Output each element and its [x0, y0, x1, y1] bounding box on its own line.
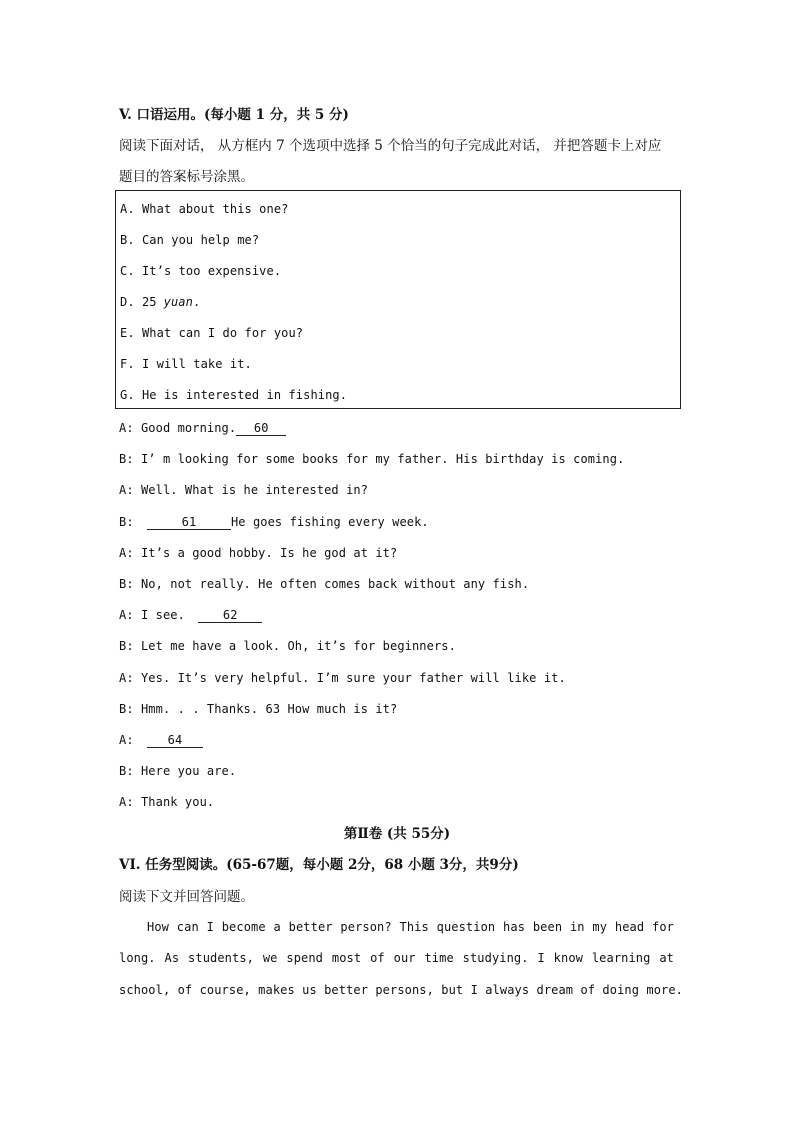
option-label: D.	[120, 295, 135, 309]
option-label: A.	[120, 202, 135, 216]
option-a	[120, 202, 288, 216]
option-text: What can I do for you?	[141, 326, 304, 340]
dialogue-line	[119, 577, 529, 591]
option-c	[120, 264, 281, 278]
answer-blank: 62	[198, 608, 262, 623]
dialogue-text: A: Yes. It’s very helpful. I’m sure your father will like it.	[119, 671, 566, 685]
passage-line-2: long. As students, we spend most of our time studying. I know learning at	[119, 951, 674, 965]
answer-blank: 64	[147, 733, 203, 748]
dialogue-text: B:	[119, 515, 141, 529]
dialogue-line	[119, 639, 456, 653]
option-f	[120, 357, 252, 371]
dialogue-text: A:	[119, 733, 141, 747]
dialogue-line	[119, 764, 236, 778]
dialogue-line	[119, 421, 286, 436]
option-text: 25	[141, 295, 157, 309]
dialogue-line	[119, 515, 429, 530]
dialogue-line	[119, 795, 214, 809]
dialogue-line	[119, 608, 262, 623]
option-label: F.	[120, 357, 135, 371]
option-tail: .	[192, 295, 201, 309]
passage-line-1: How can I become a better person? This question has been in my head for	[147, 920, 674, 934]
dialogue-text: A: I see.	[119, 608, 193, 622]
option-label: G.	[120, 388, 135, 402]
option-label: B.	[120, 233, 135, 247]
option-label: E.	[120, 326, 135, 340]
answer-blank: 61	[147, 515, 231, 530]
dialogue-text: B: Let me have a look. Oh, it’s for beginners.	[119, 639, 456, 653]
dialogue-text: A: Well. What is he interested in?	[119, 483, 369, 497]
dialogue-line	[119, 483, 368, 497]
section-5-instruction-line-1: 阅读下面对话， 从方框内 7 个选项中选择 5 个恰当的句子完成此对话， 并把答题卡上对应	[119, 138, 662, 154]
option-text: I will take it.	[141, 357, 252, 371]
dialogue-text: A: Good morning.	[119, 421, 237, 435]
dialogue-line	[119, 546, 397, 560]
option-b	[120, 233, 259, 247]
dialogue-text: B: I’ m looking for some books for my father. His birthday is coming.	[119, 452, 625, 466]
dialogue-line	[119, 452, 624, 466]
section-5-instruction-line-2: 题目的答案标号涂黑。	[119, 169, 254, 185]
dialogue-text: B: Hmm. . . Thanks. 63 How much is it?	[119, 702, 398, 716]
option-text: What about this one?	[141, 202, 289, 216]
part-2-title: 第Ⅱ卷 (共 55分)	[343, 826, 451, 842]
option-italic-text: yuan	[163, 295, 193, 309]
option-text: It’s too expensive.	[141, 264, 282, 278]
dialogue-line	[119, 702, 397, 716]
option-d	[120, 295, 200, 309]
dialogue-line	[119, 671, 566, 685]
section-6-instruction: 阅读下文并回答问题。	[119, 889, 254, 905]
dialogue-text: B: Here you are.	[119, 764, 237, 778]
dialogue-text: He goes fishing every week.	[230, 515, 429, 529]
dialogue-text: A: Thank you.	[119, 795, 215, 809]
option-text: Can you help me?	[141, 233, 260, 247]
option-g	[120, 388, 347, 402]
dialogue-text: B: No, not really. He often comes back without any fish.	[119, 577, 530, 591]
option-text: He is interested in fishing.	[141, 388, 348, 402]
section-6-title: VI. 任务型阅读。(65-67题，每小题 2分，68 小题 3分，共9分)	[119, 857, 519, 873]
section-5-title: V. 口语运用。(每小题 1 分，共 5 分)	[119, 107, 349, 123]
dialogue-text: A: It’s a good hobby. Is he god at it?	[119, 546, 398, 560]
option-label: C.	[120, 264, 135, 278]
dialogue-line	[119, 733, 203, 748]
answer-blank: 60	[236, 421, 286, 436]
options-box	[115, 190, 681, 409]
option-e	[120, 326, 303, 340]
passage-line-3: school, of course, makes us better persons, but I always dream of doing more.	[119, 983, 683, 997]
